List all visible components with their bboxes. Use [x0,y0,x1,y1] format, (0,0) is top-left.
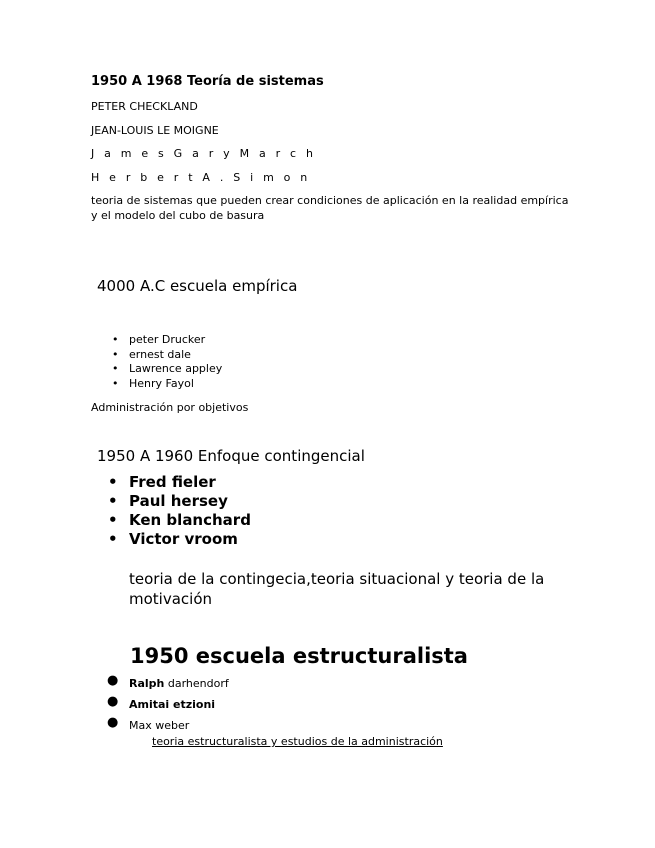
person-name-rest: darhendorf [164,677,229,690]
structuralist-description: teoria estructuralista y estudios de la administración [152,735,443,748]
person-name-rest: Max weber [129,719,190,732]
list-item: • peter Drucker [112,333,222,348]
structuralist-heading: 1950 escuela estructuralista [130,644,468,668]
list-item: • Fred fieler [108,473,251,492]
list-item: • Henry Fayol [112,377,222,392]
systems-description: teoria de sistemas que pueden crear condiciones de aplicación en la realidad empírica y el modelo del cubo de basura [91,194,569,222]
systems-person: JEAN-LOUIS LE MOIGNE [91,124,219,137]
systems-person: PETER CHECKLAND [91,100,198,113]
contingency-list [108,473,251,549]
systems-person: H e r b e r t A . S i m o n [91,171,311,184]
systems-person: J a m e s G a r y M a r c h [91,147,317,160]
person-name-bold: Ralph [129,677,165,690]
list-item [107,694,229,715]
list-item: • Paul hersey [108,492,251,511]
empirical-list [112,333,222,391]
empirical-heading: 4000 A.C escuela empírica [97,277,298,295]
list-item [107,673,229,694]
list-item: • Victor vroom [108,530,251,549]
empirical-note: Administración por objetivos [91,401,249,414]
list-item: • Ken blanchard [108,511,251,530]
list-item [107,715,229,736]
contingency-heading: 1950 A 1960 Enfoque contingencial [97,447,365,465]
structuralist-list [107,673,229,736]
person-name-bold: Amitai etzioni [129,698,216,711]
list-item: • Lawrence appley [112,362,222,377]
list-item: • ernest dale [112,348,222,363]
contingency-description: teoria de la contingecia,teoria situacional y teoria de la motivación [129,570,545,608]
systems-heading: 1950 A 1968 Teoría de sistemas [91,74,324,89]
